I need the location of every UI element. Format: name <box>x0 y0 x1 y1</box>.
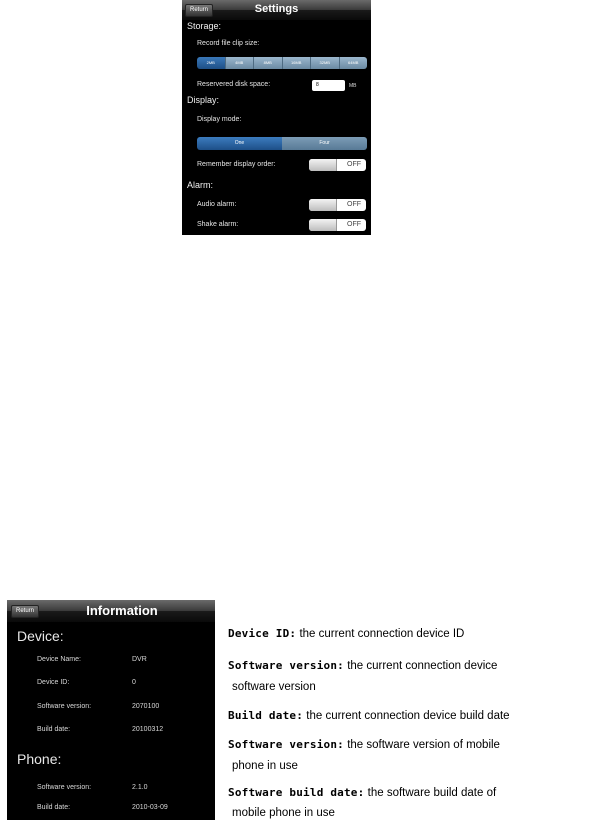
clip-size-option[interactable]: 64MB <box>340 57 368 69</box>
disk-space-unit: MB <box>349 83 357 89</box>
device-software-version-value: 2070100 <box>132 703 160 710</box>
device-heading: Device: <box>17 628 64 644</box>
phone-software-version-value: 2.1.0 <box>132 784 148 791</box>
description-continuation <box>232 681 316 693</box>
device-build-date-value: 20100312 <box>132 726 164 733</box>
information-nav-bar <box>7 600 215 622</box>
description-phone-software-version <box>228 738 500 751</box>
phone-build-date-label: Build date: <box>37 804 71 811</box>
device-build-date-label: Build date: <box>37 726 71 733</box>
description-build-date <box>228 709 510 722</box>
clip-size-option[interactable]: 2MB <box>197 57 226 69</box>
display-heading: Display: <box>187 95 220 105</box>
display-mode-label: Display mode: <box>197 116 242 123</box>
audio-alarm-toggle[interactable] <box>309 199 366 211</box>
shake-alarm-label: Shake alarm: <box>197 221 239 228</box>
toggle-state: OFF <box>347 201 361 208</box>
description-term: Software build date: <box>228 786 365 799</box>
description-text: phone in use <box>232 760 298 772</box>
toggle-state: OFF <box>347 221 361 228</box>
clip-size-option[interactable]: 8MB <box>254 57 283 69</box>
remember-order-toggle[interactable] <box>309 159 366 171</box>
toggle-knob <box>309 219 337 231</box>
display-mode-segmented-control <box>197 137 367 150</box>
description-device-id <box>228 627 464 640</box>
display-mode-option-four[interactable]: Four <box>282 137 367 150</box>
settings-nav-bar <box>182 0 371 20</box>
clip-size-label: Record file clip size: <box>197 40 260 47</box>
settings-return-button[interactable]: Return <box>185 4 213 17</box>
device-name-label: Device Name: <box>37 656 81 663</box>
device-software-version-label: Software version: <box>37 703 92 710</box>
clip-size-option[interactable]: 4MB <box>226 57 255 69</box>
description-text: the software version of mobile <box>347 739 500 751</box>
information-title: Information <box>86 603 158 618</box>
description-text: the current connection device build date <box>306 710 510 722</box>
description-software-build-date <box>228 786 496 799</box>
description-term: Software version: <box>228 738 344 751</box>
description-term: Device ID: <box>228 627 297 640</box>
phone-build-date-value: 2010-03-09 <box>132 804 168 811</box>
clip-size-segmented-control <box>197 57 367 69</box>
storage-heading: Storage: <box>187 21 222 31</box>
display-mode-option-one[interactable]: One <box>197 137 282 150</box>
toggle-knob <box>309 199 337 211</box>
device-id-label: Device ID: <box>37 679 70 686</box>
description-software-version <box>228 659 497 672</box>
description-term: Build date: <box>228 709 304 722</box>
description-term: Software version: <box>228 659 344 672</box>
description-text: the current connection device <box>347 660 498 672</box>
information-screen <box>7 600 215 820</box>
toggle-knob <box>309 159 337 171</box>
phone-software-version-label: Software version: <box>37 784 92 791</box>
description-text: mobile phone in use <box>232 807 335 819</box>
device-name-value: DVR <box>132 656 147 663</box>
disk-space-label: Reservered disk space: <box>197 81 271 88</box>
description-continuation <box>232 807 335 819</box>
description-text: software version <box>232 681 316 693</box>
remember-order-label: Remember display order: <box>197 161 276 168</box>
clip-size-option[interactable]: 16MB <box>283 57 312 69</box>
phone-heading: Phone: <box>17 751 62 767</box>
shake-alarm-toggle[interactable] <box>309 219 366 231</box>
device-id-value: 0 <box>132 679 136 686</box>
description-text: the current connection device ID <box>299 628 465 640</box>
audio-alarm-label: Audio alarm: <box>197 201 237 208</box>
settings-title: Settings <box>254 3 299 15</box>
description-text: the software build date of <box>367 787 497 799</box>
disk-space-input[interactable]: 8 <box>312 80 345 91</box>
clip-size-option[interactable]: 32MB <box>311 57 340 69</box>
settings-screen <box>182 0 371 235</box>
description-continuation <box>232 760 298 772</box>
information-return-button[interactable]: Return <box>11 605 39 618</box>
alarm-heading: Alarm: <box>187 180 214 190</box>
toggle-state: OFF <box>347 161 361 168</box>
